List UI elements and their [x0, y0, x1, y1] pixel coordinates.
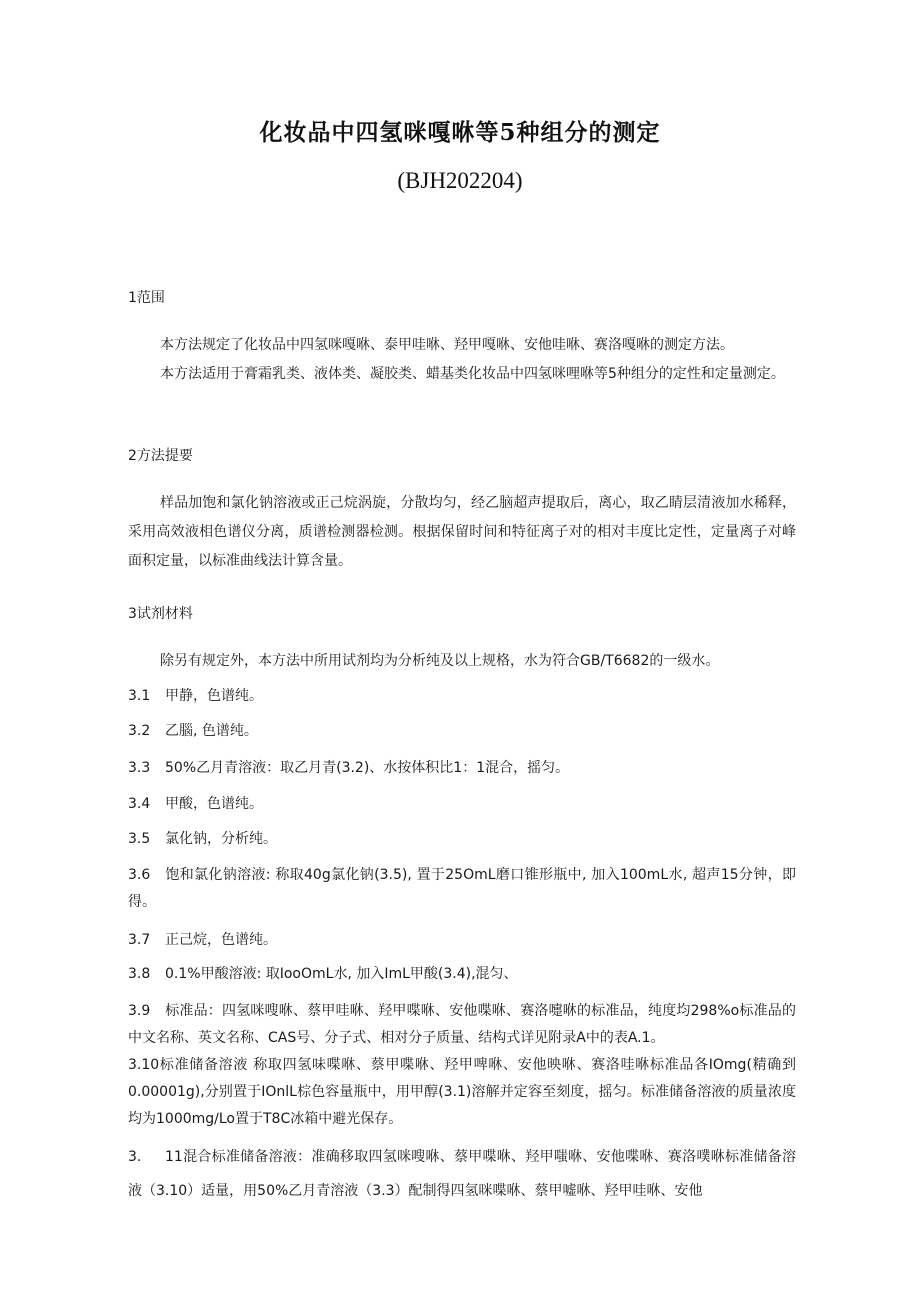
reagent-text: 11混合标准储备溶液：准确移取四氢咪嗖咻、蔡甲喋咻、羟甲嗤咻、安他喋咻、赛洛噗咻标准储备溶液（3.10）适量，用50%乙月青溶液（3.3）配制得四氢咪喋咻、蔡甲嘘咻、羟甲哇咻、安他 [128, 1149, 796, 1199]
reagent-item [128, 862, 796, 916]
reagent-text: 饱和氯化钠溶液: 称取40g氯化钠(3.5), 置于25OmL磨口锥形瓶中, 加入100mL水, 超声15分钟，即得。 [128, 867, 796, 910]
section-heading-principle: 2方法提要 [128, 448, 193, 464]
reagent-item [128, 757, 796, 777]
reagent-text: 甲酸，色谱纯。 [165, 796, 263, 812]
reagent-text: 正己烷，色谱纯。 [165, 932, 277, 948]
section-heading-reagents: 3试剂材料 [128, 606, 193, 622]
reagent-number: 3.4 [128, 796, 151, 812]
document-code: (BJH202204) [397, 168, 523, 193]
section-heading-scope: 1范围 [128, 290, 165, 306]
reagent-number: 3.9 [128, 1003, 151, 1019]
reagent-number: 3.5 [128, 831, 151, 847]
reagent-number: 3.7 [128, 932, 151, 948]
reagent-text: 乙腦, 色谱纯。 [165, 723, 258, 739]
reagent-number: 3.10 [128, 1057, 160, 1073]
reagent-number: 3.2 [128, 723, 151, 739]
reagent-item [128, 1052, 796, 1133]
reagent-number: 3.6 [128, 867, 151, 883]
reagent-item [128, 793, 796, 813]
principle-paragraph: 样品加饱和氯化钠溶液或正己烷涡旋，分散均匀，经乙脑超声提取后，离心，取乙睛层清液加水稀释，采用高效液相色谱仪分离，质谱检测器检测。根据保留时间和特征离子对的相对丰度比定性，定量离子对峰面积定量，以标准曲线法计算含量。 [128, 495, 796, 569]
reagent-text: 氯化钠，分析纯。 [165, 831, 277, 847]
reagent-text: 标准储备溶液 称取四氢味喋咻、蔡甲喋咻、羟甲啤咻、安他映咻、赛洛哇咻标准品各IOmg(精确到0.00001g),分别置于IOnlL棕色容量瓶中，用甲醇(3.1)溶解并定容至刻度，摇匀。标准储备溶液的质量浓度均为1000mg∕Lo置于T8C冰箱中避光保存。 [128, 1057, 796, 1127]
reagent-item [128, 828, 796, 848]
reagent-item [128, 963, 796, 983]
document-title: 化妆品中四氢咪嘎咻等5种组分的测定 [259, 119, 661, 146]
reagents-intro: 除另有规定外，本方法中所用试剂均为分析纯及以上规格，水为符合GB/T6682的一级水。 [160, 653, 720, 669]
reagent-text: 标准品：四氢咪嗖咻、蔡甲哇咻、羟甲喋咻、安他喋咻、赛洛嚏咻的标准品，纯度均298%o标准品的中文名称、英文名称、CAS号、分子式、相对分子质量、结构式详见附录A中的表A.1。 [128, 1003, 796, 1046]
reagent-number: 3.3 [128, 760, 151, 776]
reagent-item [128, 998, 796, 1052]
reagent-item [128, 1140, 796, 1208]
reagent-item [128, 929, 796, 949]
reagent-text: 甲静，色谱纯。 [165, 688, 263, 704]
reagent-number: 3.8 [128, 966, 151, 982]
scope-paragraph-2: 本方法适用于膏霜乳类、液体类、凝胶类、蜡基类化妆品中四氢咪哩咻等5种组分的定性和定量测定。 [160, 366, 785, 382]
scope-paragraph-1: 本方法规定了化妆品中四氢咪嘎咻、泰甲哇咻、羟甲嘎咻、安他哇咻、赛洛嘎咻的测定方法。 [160, 337, 734, 353]
reagent-item [128, 720, 796, 740]
reagent-text: 50%乙月青溶液：取乙月青(3.2)、水按体积比1：1混合，摇匀。 [165, 760, 570, 776]
reagent-number: 3. [128, 1149, 142, 1165]
reagent-item [128, 685, 796, 705]
reagent-text: 0.1%甲酸溶液: 取IooOmL水, 加入ImL甲酸(3.4),混匀、 [165, 966, 518, 982]
reagent-number: 3.1 [128, 688, 151, 704]
